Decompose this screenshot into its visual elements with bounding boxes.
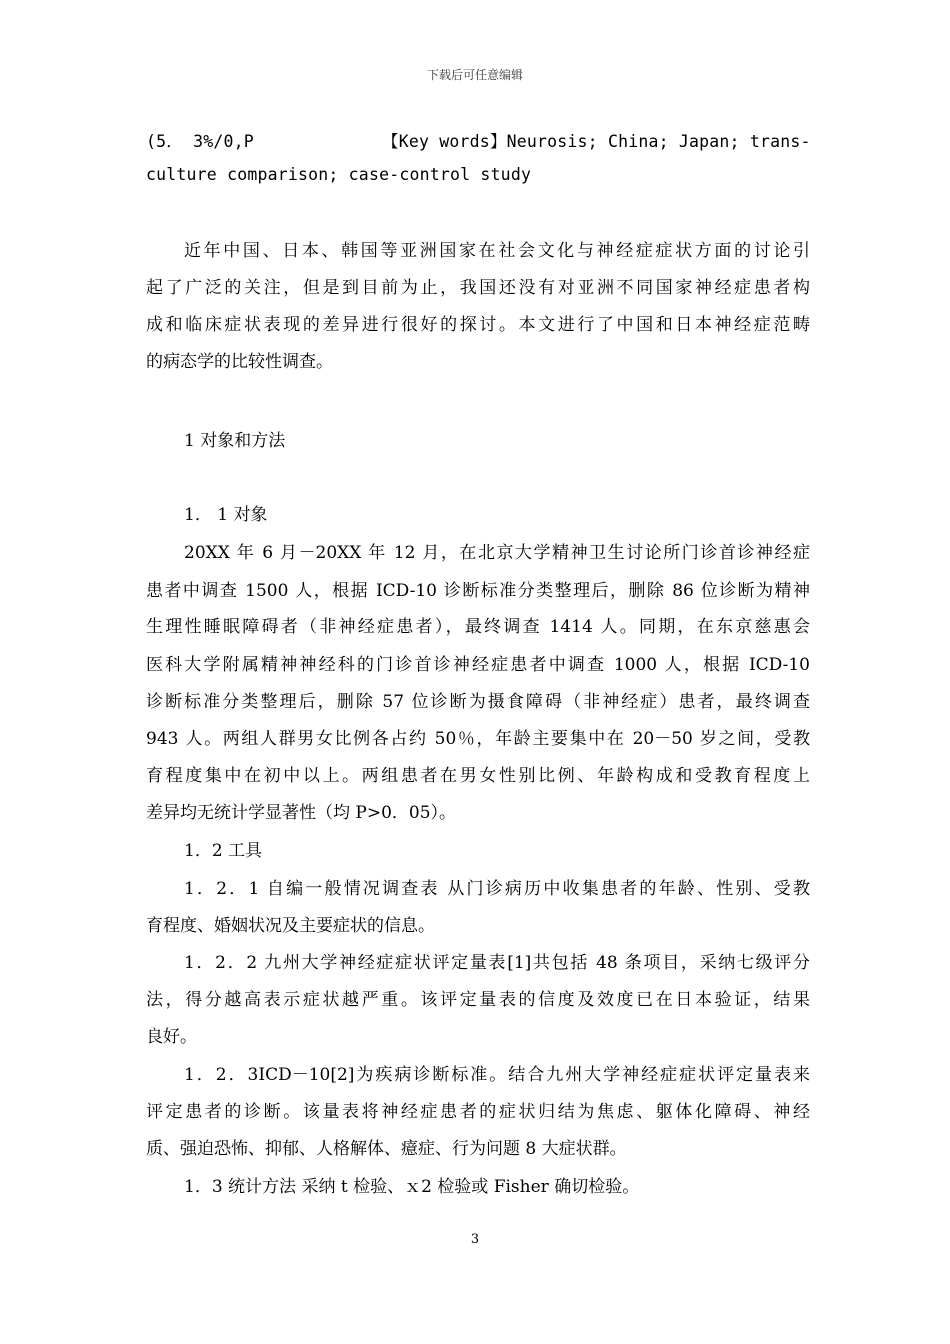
tool1-line: 育程度、婚姻状况及主要症状的信息。 — [146, 916, 435, 936]
keywords-line-2: culture comparison; case-control study — [146, 165, 532, 184]
tool2-line: 1．2．2 九州大学神经症症状评定量表[1]共包括 48 条项目，采纳七级评分 — [184, 953, 810, 973]
page-header: 下载后可任意编辑 — [426, 68, 523, 82]
subjects-line: 943 人。两组人群男女比例各占约 50％，年龄主要集中在 20－50 岁之间，受教 — [146, 729, 810, 749]
subsection-heading: 1． 1 对象 — [184, 505, 268, 525]
subjects-line: 诊断标准分类整理后，删除 57 位诊断为摄食障碍（非神经症）患者，最终调查 — [146, 692, 810, 712]
tool2-line: 良好。 — [146, 1027, 197, 1047]
intro-line: 成和临床症状表现的差异进行很好的探讨。本文进行了中国和日本神经症范畴 — [146, 315, 810, 335]
subjects-line: 育程度集中在初中以上。两组患者在男女性别比例、年龄构成和受教育程度上 — [146, 766, 810, 786]
tool2-line: 法，得分越高表示症状越严重。该评定量表的信度及效度已在日本验证，结果 — [146, 990, 810, 1010]
tool3-line: 1．2．3ICD－10[2]为疾病诊断标准。结合九州大学神经症症状评定量表来 — [184, 1065, 810, 1085]
subjects-line: 差异均无统计学显著性（均 P>0．05）。 — [146, 803, 457, 823]
tool3-line: 评定患者的诊断。该量表将神经症患者的症状归结为焦虑、躯体化障碍、神经 — [146, 1102, 810, 1122]
keywords-line-1: 【Key words】Neurosis; China; Japan; trans- — [382, 132, 811, 151]
subsection-heading: 1．2 工具 — [184, 841, 263, 861]
subjects-line: 生理性睡眠障碍者（非神经症患者），最终调查 1414 人。同期，在东京慈惠会 — [146, 617, 810, 637]
subjects-line: 患者中调查 1500 人，根据 ICD-10 诊断标准分类整理后，删除 86 位诊断为精神 — [146, 581, 810, 601]
section-heading: 1 对象和方法 — [184, 431, 286, 451]
intro-line: 的病态学的比较性调查。 — [146, 352, 333, 372]
tool1-line: 1．2．1 自编一般情况调查表 从门诊病历中收集患者的年龄、性别、受教 — [184, 879, 810, 899]
keywords-prefix: (5． 3%/0,P — [146, 132, 254, 151]
subjects-line: 20XX 年 6 月－20XX 年 12 月，在北京大学精神卫生讨论所门诊首诊神经症 — [184, 543, 810, 563]
subjects-line: 医科大学附属精神神经科的门诊首诊神经症患者中调查 1000 人，根据 ICD-10 — [146, 655, 810, 675]
intro-line: 近年中国、日本、韩国等亚洲国家在社会文化与神经症症状方面的讨论引 — [184, 241, 810, 261]
intro-line: 起了广泛的关注，但是到目前为止，我国还没有对亚洲不同国家神经症患者构 — [146, 278, 810, 298]
tool3-line: 质、强迫恐怖、抑郁、人格解体、癔症、行为问题 8 大症状群。 — [146, 1139, 627, 1159]
subsection-heading: 1．3 统计方法 采纳 t 检验、ｘ2 检验或 Fisher 确切检验。 — [184, 1177, 640, 1197]
page-number: 3 — [470, 1232, 480, 1247]
